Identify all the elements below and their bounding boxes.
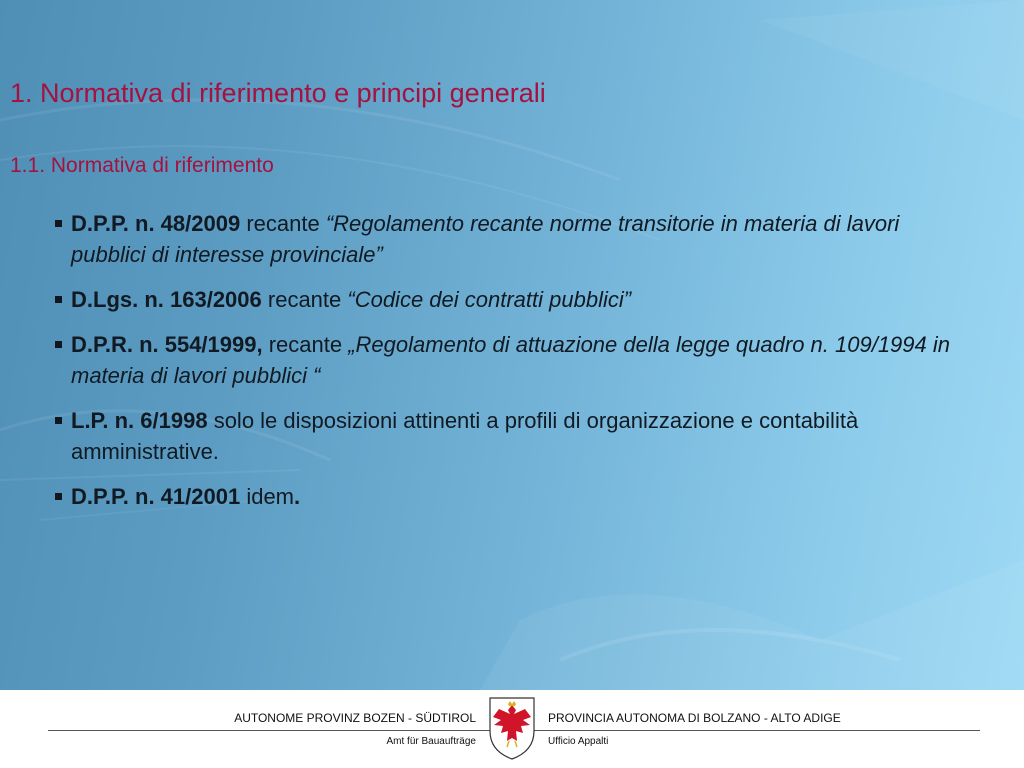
square-bullet-icon [55,417,62,424]
law-reference: D.P.P. n. 41/2001 [71,484,241,509]
square-bullet-icon [55,493,62,500]
law-description: “Codice dei contratti pubblici” [347,287,632,312]
law-reference: D.P.R. n. 554/1999, [71,332,263,357]
slide-subtitle: 1.1. Normativa di riferimento [10,154,274,177]
item-text: solo le disposizioni attinenti a profili di organizzazione e contabilità amministrative. [71,408,859,464]
list-item [52,208,972,270]
org-name-german: AUTONOME PROVINZ BOZEN - SÜDTIROL [234,711,476,725]
list-item [52,329,972,391]
item-text: recante [262,332,349,357]
slide-footer [0,690,1024,768]
square-bullet-icon [55,341,62,348]
law-reference: D.Lgs. n. 163/2006 [71,287,262,312]
square-bullet-icon [55,296,62,303]
square-bullet-icon [55,220,62,227]
law-description: “Regolamento recante norme transitorie in materia di lavori pubblici di interesse provinciale” [71,211,900,267]
legislation-list [52,208,972,526]
list-item [52,405,972,467]
tyrolean-eagle-coat-of-arms-icon [487,695,537,761]
department-italian: Ufficio Appalti [548,736,609,747]
law-description: „Regolamento di attuazione della legge quadro n. 109/1994 in materia di lavori pubblici “ [71,332,950,388]
item-text: recante [261,287,348,312]
item-tail: . [294,484,301,509]
law-reference: D.P.P. n. 48/2009 [71,211,241,236]
item-text: idem [240,484,294,509]
list-item [52,481,972,512]
slide-title: 1. Normativa di riferimento e principi generali [10,78,546,108]
department-german: Amt für Bauaufträge [386,736,476,747]
org-name-italian: PROVINCIA AUTONOMA DI BOLZANO - ALTO ADIGE [548,711,841,725]
law-reference: L.P. n. 6/1998 [71,408,208,433]
item-text: recante [240,211,326,236]
list-item [52,284,972,315]
